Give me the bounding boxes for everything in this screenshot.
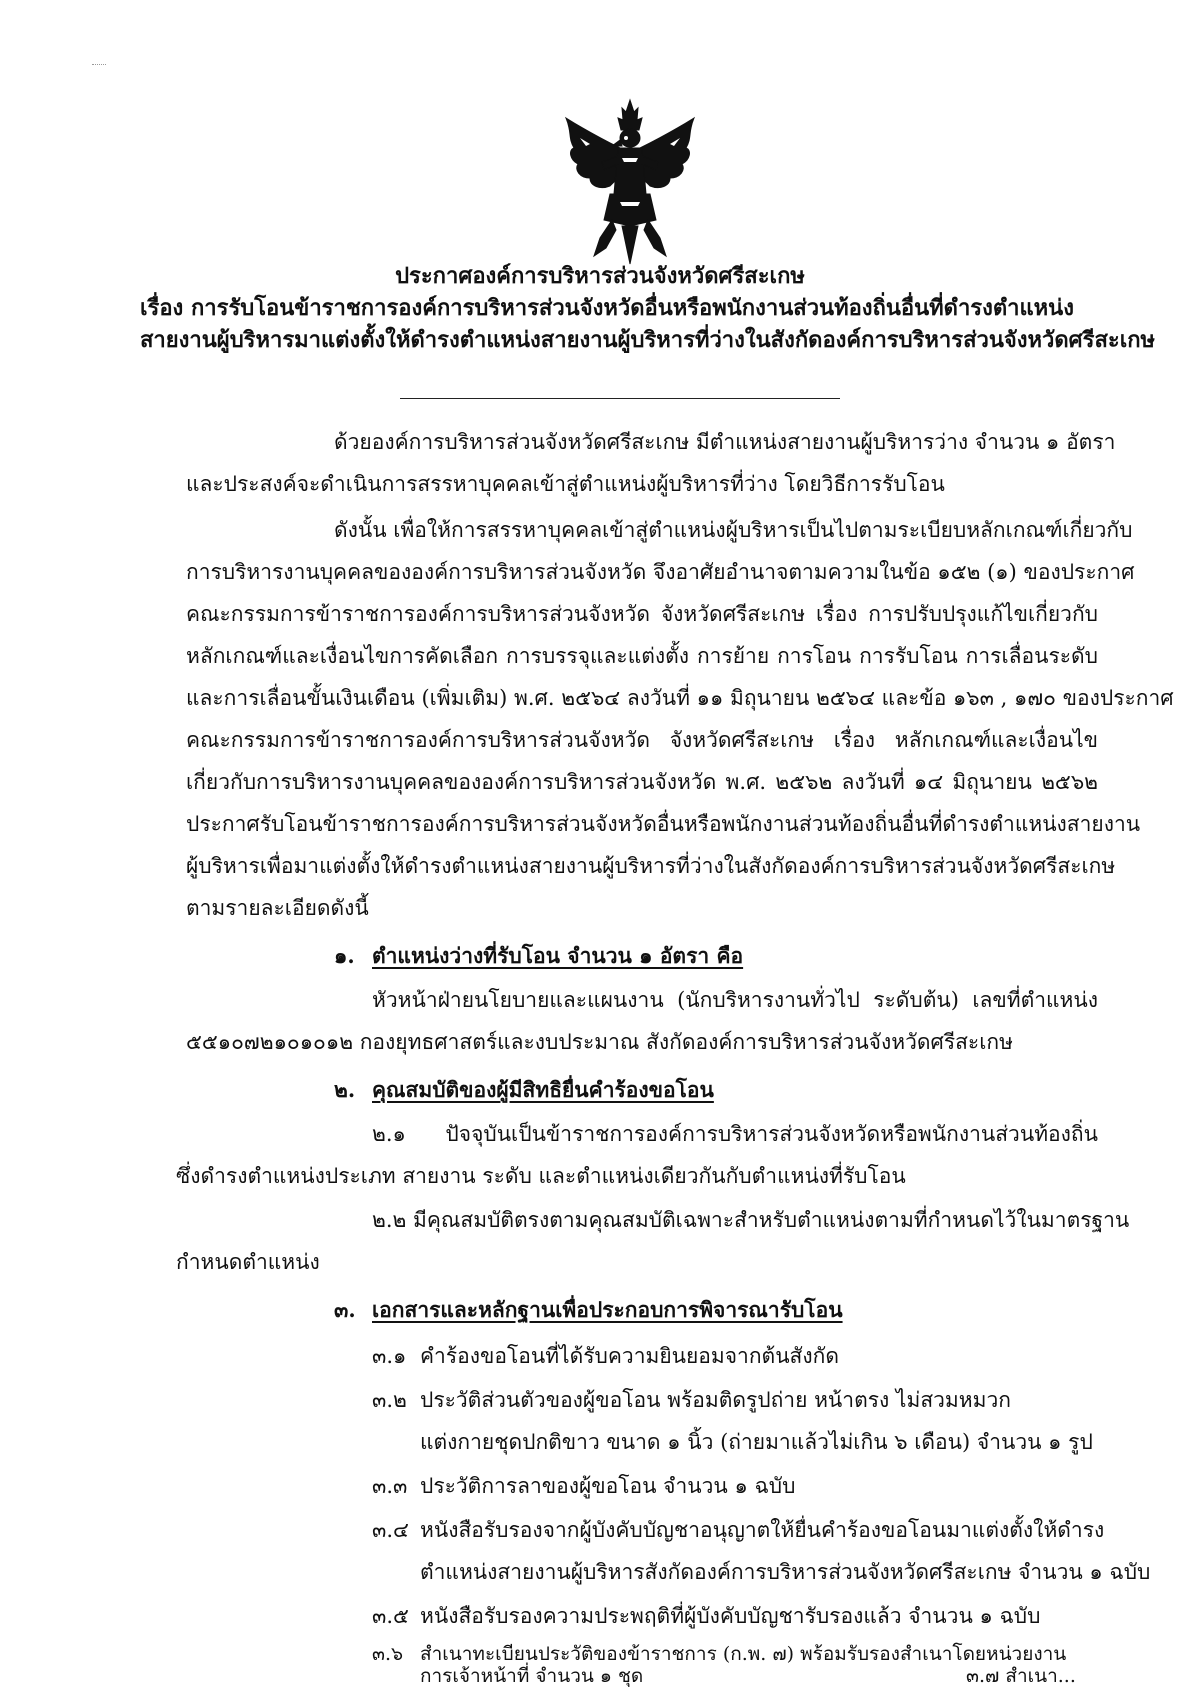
section2-item1-line2: ซึ่งดำรงตำแหน่งประเภท สายงาน ระดับ และตำแหน่งเดียวกันกับตำแหน่งที่รับโอน <box>176 1164 906 1188</box>
intro-p2-line: ดังนั้น เพื่อให้การสรรหาบุคคลเข้าสู่ตำแหน่งผู้บริหารเป็นไปตามระเบียบหลักเกณฑ์เกี่ยวกับ <box>334 518 1133 542</box>
intro-p2-line: การบริหารงานบุคคลขององค์การบริหารส่วนจังหวัด จึงอาศัยอำนาจตามความในข้อ ๑๕๒ (๑) ของประกาศ <box>186 560 1135 584</box>
section2-item2-line2: กำหนดตำแหน่ง <box>176 1250 320 1274</box>
intro-p2-line: ประกาศรับโอนข้าราชการองค์การบริหารส่วนจังหวัดอื่นหรือพนักงานส่วนท้องถิ่นอื่นที่ดำรงตำแหน่งสายงาน <box>186 812 1141 836</box>
intro-p2-line: ผู้บริหารเพื่อมาแต่งตั้งให้ดำรงตำแหน่งสายงานผู้บริหารที่ว่างในสังกัดองค์การบริหารส่วนจังหวัดศรีสะเกษ <box>186 854 1116 878</box>
page-continuation: ๓.๗ สำเนา... <box>966 1665 1076 1687</box>
section3-item-text: ตำแหน่งสายงานผู้บริหารสังกัดองค์การบริหารส่วนจังหวัดศรีสะเกษ จำนวน ๑ ฉบับ <box>420 1560 1151 1584</box>
subject-line-1: เรื่อง การรับโอนข้าราชการองค์การบริหารส่วนจังหวัดอื่นหรือพนักงานส่วนท้องถิ่นอื่นที่ดำรงตำแหน่ง <box>140 295 1074 321</box>
intro-p2-line: และการเลื่อนขั้นเงินเดือน (เพิ่มเติม) พ.ศ. ๒๕๖๔ ลงวันที่ ๑๑ มิถุนายน ๒๕๖๔ และข้อ ๑๖๓ , ๑๗๐ ของประกาศ <box>186 686 1174 710</box>
section3-item-number: ๓.๓ <box>372 1474 408 1498</box>
title-divider <box>400 398 840 399</box>
section1-heading: ตำแหน่งว่างที่รับโอน จำนวน ๑ อัตรา คือ <box>372 943 744 968</box>
section2-number: ๒. <box>334 1077 356 1102</box>
subject-line-2: สายงานผู้บริหารมาแต่งตั้งให้ดำรงตำแหน่งสายงานผู้บริหารที่ว่างในสังกัดองค์การบริหารส่วนจังหวัดศรีสะเกษ <box>140 327 1156 353</box>
section3-item-text: แต่งกายชุดปกติขาว ขนาด ๑ นิ้ว (ถ่ายมาแล้วไม่เกิน ๖ เดือน) จำนวน ๑ รูป <box>420 1430 1093 1454</box>
section3-number: ๓. <box>334 1297 356 1322</box>
section3-item-text: ประวัติส่วนตัวของผู้ขอโอน พร้อมติดรูปถ่าย หน้าตรง ไม่สวมหมวก <box>420 1388 1011 1412</box>
scan-artifact <box>92 64 106 68</box>
intro-p2-line: หลักเกณฑ์และเงื่อนไขการคัดเลือก การบรรจุและแต่งตั้ง การย้าย การโอน การรับโอน การเลื่อนระดับ <box>186 644 1098 668</box>
section3-item-text: หนังสือรับรองความประพฤติที่ผู้บังคับบัญชารับรองแล้ว จำนวน ๑ ฉบับ <box>420 1604 1041 1628</box>
intro-p1-line1: ด้วยองค์การบริหารส่วนจังหวัดศรีสะเกษ มีตำแหน่งสายงานผู้บริหารว่าง จำนวน ๑ อัตรา <box>334 430 1116 454</box>
section3-heading: เอกสารและหลักฐานเพื่อประกอบการพิจารณารับโอน <box>372 1297 843 1322</box>
intro-p2-line: เกี่ยวกับการบริหารงานบุคคลขององค์การบริหารส่วนจังหวัด พ.ศ. ๒๕๖๒ ลงวันที่ ๑๔ มิถุนายน ๒๕๖๒ <box>186 770 1098 794</box>
section3-item-text: หนังสือรับรองจากผู้บังคับบัญชาอนุญาตให้ยื่นคำร้องขอโอนมาแต่งตั้งให้ดำรง <box>420 1518 1105 1542</box>
garuda-emblem-icon <box>560 98 700 268</box>
section1-number: ๑. <box>334 943 355 968</box>
intro-p2-last: ตามรายละเอียดดังนี้ <box>186 896 369 920</box>
section2-item1-line1: ๒.๑ ปัจจุบันเป็นข้าราชการองค์การบริหารส่วนจังหวัดหรือพนักงานส่วนท้องถิ่น <box>372 1122 1098 1146</box>
announcement-title: ประกาศองค์การบริหารส่วนจังหวัดศรีสะเกษ <box>395 263 805 289</box>
section3-item-text: การเจ้าหน้าที่ จำนวน ๑ ชุด <box>420 1665 644 1687</box>
section3-item-number: ๓.๔ <box>372 1518 409 1542</box>
section1-line2: ๕๕๑๐๗๒๑๐๑๐๑๒ กองยุทธศาสตร์และงบประมาณ สังกัดองค์การบริหารส่วนจังหวัดศรีสะเกษ <box>186 1030 1013 1054</box>
intro-p2-line: คณะกรรมการข้าราชการองค์การบริหารส่วนจังหวัด จังหวัดศรีสะเกษ เรื่อง หลักเกณฑ์และเงื่อนไข <box>186 728 1098 752</box>
section3-item-number: ๓.๑ <box>372 1344 407 1368</box>
intro-p1-line2: และประสงค์จะดำเนินการสรรหาบุคคลเข้าสู่ตำแหน่งผู้บริหารที่ว่าง โดยวิธีการรับโอน <box>186 472 945 496</box>
section2-item2-line1: ๒.๒ มีคุณสมบัติตรงตามคุณสมบัติเฉพาะสำหรับตำแหน่งตามที่กำหนดไว้ในมาตรฐาน <box>372 1208 1130 1232</box>
section3-item-number: ๓.๒ <box>372 1388 407 1412</box>
section2-heading: คุณสมบัติของผู้มีสิทธิยื่นคำร้องขอโอน <box>372 1077 714 1102</box>
section3-item-text: คำร้องขอโอนที่ได้รับความยินยอมจากต้นสังกัด <box>420 1344 839 1368</box>
intro-p2-line: คณะกรรมการข้าราชการองค์การบริหารส่วนจังหวัด จังหวัดศรีสะเกษ เรื่อง การปรับปรุงแก้ไขเกี่ยวกับ <box>186 602 1098 626</box>
section3-item-number: ๓.๖ <box>372 1643 404 1665</box>
section1-line1: หัวหน้าฝ่ายนโยบายและแผนงาน (นักบริหารงานทั่วไป ระดับต้น) เลขที่ตำแหน่ง <box>372 988 1098 1012</box>
section3-item-text: สำเนาทะเบียนประวัติของข้าราชการ (ก.พ. ๗) พร้อมรับรองสำเนาโดยหน่วยงาน <box>420 1643 1067 1665</box>
section3-item-text: ประวัติการลาของผู้ขอโอน จำนวน ๑ ฉบับ <box>420 1474 796 1498</box>
section3-item-number: ๓.๕ <box>372 1604 409 1628</box>
